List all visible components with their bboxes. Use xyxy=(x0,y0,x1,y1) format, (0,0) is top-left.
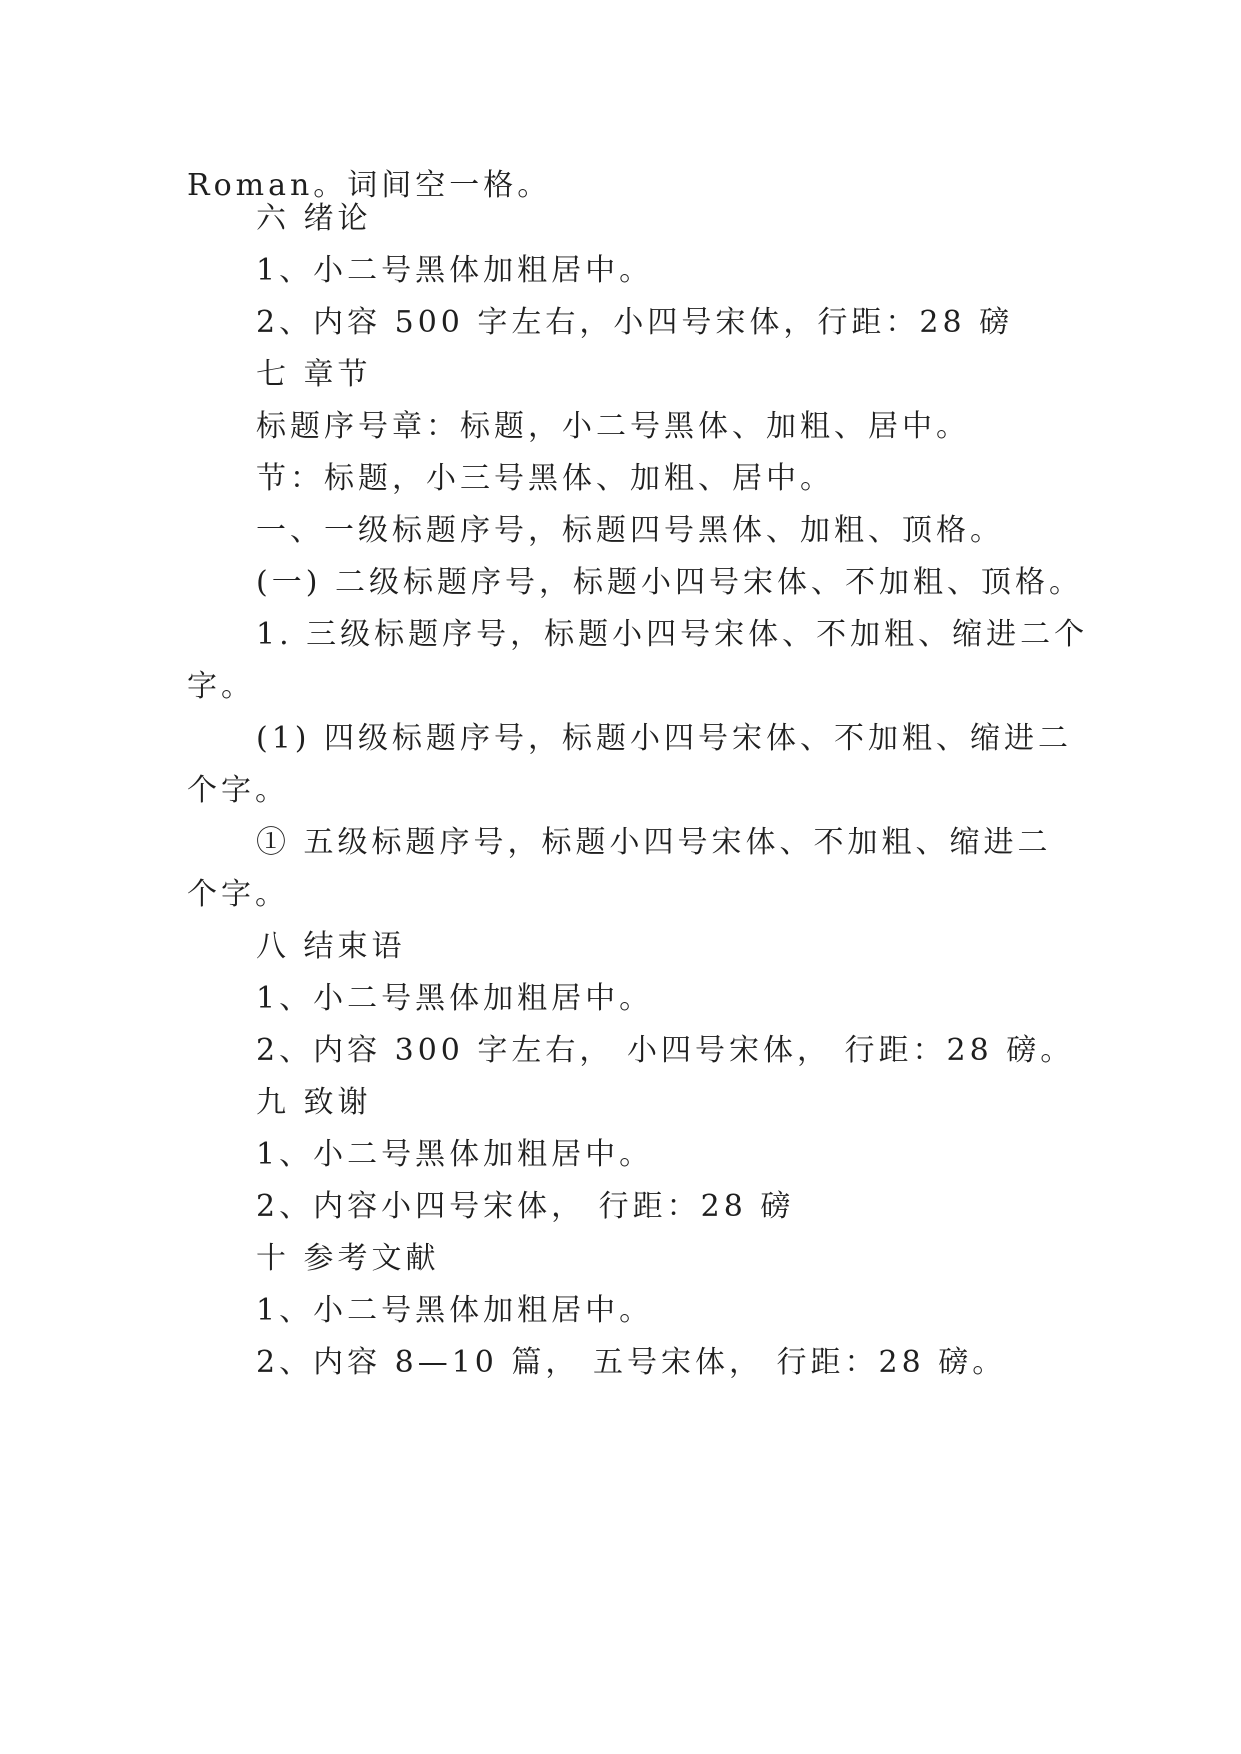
text-line: (1) 四级标题序号，标题小四号宋体、不加粗、缩进二 xyxy=(256,721,1073,756)
text-line: 一、一级标题序号，标题四号黑体、加粗、顶格。 xyxy=(256,513,1004,548)
text-line: 2、内容小四号宋体， 行距：28 磅 xyxy=(256,1189,795,1224)
text-line: 1、小二号黑体加粗居中。 xyxy=(256,1137,654,1172)
text-line: 字。 xyxy=(187,669,255,704)
text-line: ① 五级标题序号，标题小四号宋体、不加粗、缩进二 xyxy=(256,825,1052,860)
text-line: (一) 二级标题序号，标题小四号宋体、不加粗、顶格。 xyxy=(256,565,1083,600)
text-line: Roman。词间空一格。 xyxy=(187,168,552,203)
text-line: 节：标题，小三号黑体、加粗、居中。 xyxy=(256,461,834,496)
text-line: 个字。 xyxy=(187,773,289,808)
text-line: 1. 三级标题序号，标题小四号宋体、不加粗、缩进二个 xyxy=(256,617,1089,652)
section-heading: 九 致谢 xyxy=(256,1085,372,1120)
section-heading: 七 章节 xyxy=(256,357,372,392)
section-heading: 十 参考文献 xyxy=(256,1241,440,1276)
text-line: 2、内容 500 字左右，小四号宋体，行距：28 磅 xyxy=(256,305,1014,340)
section-heading: 六 绪论 xyxy=(256,201,372,236)
text-line: 2、内容 300 字左右， 小四号宋体， 行距：28 磅。 xyxy=(256,1033,1075,1068)
text-line: 1、小二号黑体加粗居中。 xyxy=(256,1293,654,1328)
text-line: 1、小二号黑体加粗居中。 xyxy=(256,981,654,1016)
text-line: 标题序号章：标题，小二号黑体、加粗、居中。 xyxy=(256,409,970,444)
section-heading: 八 结束语 xyxy=(256,929,406,964)
text-line: 1、小二号黑体加粗居中。 xyxy=(256,253,654,288)
text-line: 2、内容 8—10 篇， 五号宋体， 行距：28 磅。 xyxy=(256,1345,1007,1380)
text-line: 个字。 xyxy=(187,877,289,912)
